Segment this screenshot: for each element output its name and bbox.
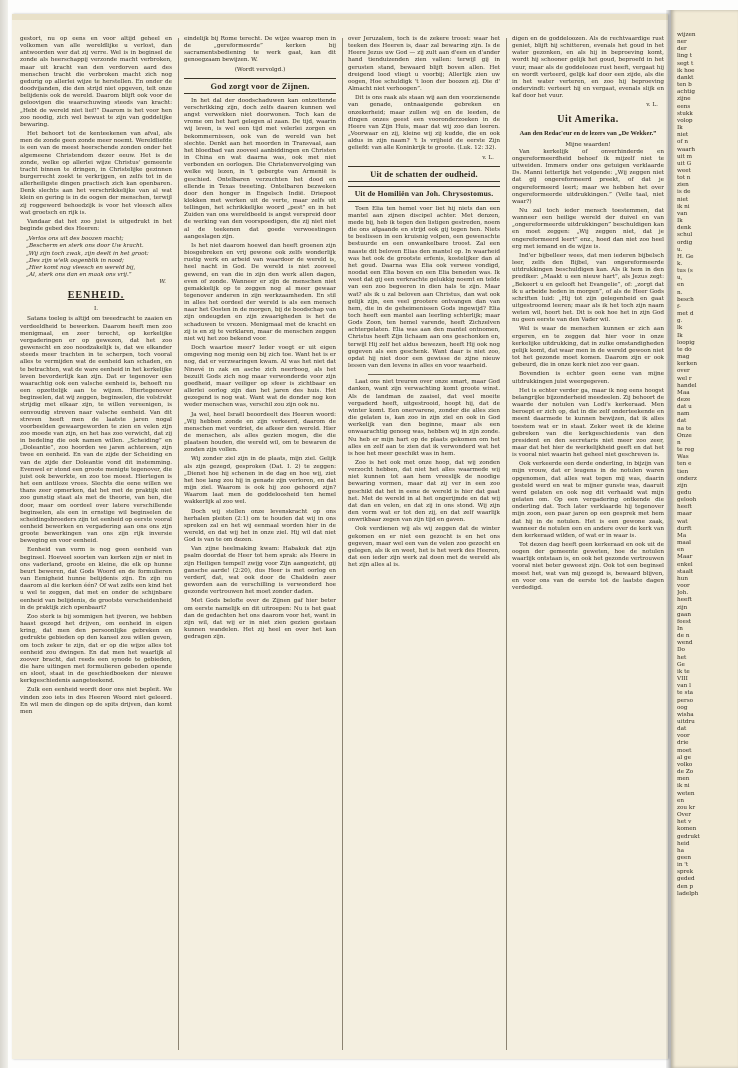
facing-page-line: te sta — [677, 690, 694, 697]
facing-page-line: Ik — [677, 332, 683, 339]
col1-body-2: Eenheid van vorm is nog geen eenheid van beginsel. Hoeveel soorten van kerken zijn er niet in ons vaderland, groote en kleine, die elk op hunne beurt beweren, dat Gods Woord en de formulieren van Eenigheid hunne belijdenis zijn. En zijn nu daarom al die kerken één? Of wat zelfs een kind het u wel te zeggen, dat met en onder de schijnbare eenheid van belijdenis, de grootste verscheidenheid in de praktijk zich openbaart? — [20, 547, 172, 611]
facing-page-line: en — [677, 282, 685, 289]
col2-paragraph-open: eindelijk bij Rome terecht. De wijze waarop men in de „gereformeerde” kerken bij sacramentsbediening te werk gaat, kan dit genoegzaam bewijzen. W. — [184, 36, 336, 64]
facing-page-line: In — [677, 625, 683, 632]
facing-page-line: besch — [677, 296, 694, 303]
col4-body-6: Het is echter verder ga, maar ik nog eens hoogst belangrijke bijzonderheid meedeelen. Zij behoort de waarde der notulen van Lodi's kerkeraad. Men beroept er zich op, dat in die zelf onderteekende en meent daarmede te kunnen bewijzen, dat ik alles toestem wat er in staat. Zeker weet ik de kleine gebreken van die kerkgeschiedenis van den president en den secretaris niet meer zoo zeer, maar dat het hier de werkelijkheid geeft en dat het is vooral niet waarin het geheel niet geschreven is. — [512, 387, 664, 459]
facing-page-line: denk — [677, 225, 692, 232]
facing-page-line: zijne — [677, 96, 691, 103]
facing-page-line: H. Ge — [677, 253, 694, 260]
facing-page-line: der — [677, 46, 687, 53]
facing-page-line: het — [677, 654, 687, 661]
col3-signature: v. L. — [482, 154, 494, 161]
facing-page-line: stukk — [677, 110, 693, 117]
column-4 — [512, 36, 664, 1056]
facing-page-line: voor — [677, 583, 690, 590]
poem-line: „Des zijn w'elk oogenblik in nood; — [26, 257, 124, 264]
column-3 — [348, 36, 500, 1056]
poem-line: „Hier komt nog vleesch en wereld bij, — [26, 264, 136, 271]
facing-page-line: uitdru — [677, 719, 695, 725]
facing-page-line: kerken — [677, 361, 698, 368]
facing-page-line: dat — [677, 726, 687, 733]
facing-page-line: ik hoe — [677, 67, 695, 74]
col2-body-8: Met Gods belofte over de Zijnen gaf hier beter om eerste namelijk en dit uitroepen: Nu is het gaat dan de gedachten het ons daarom voor het, want in zijn wil, dat wij er in niet zien gezien gestaan kunnen wandelen. Het zij heel en over het kan gedragen zijn. — [184, 598, 336, 641]
col1-poem — [26, 236, 172, 286]
col4-body-4: Wel is waar de menschen kunnen er zich aan ergeren, en te zeggen dat hier voor in onze kerkelijke uitdrukking, dat in zulke omstandigheden gelijk komt, dat waar men in de wereld gewoon niet tot het gezonde moet komen. Daarom zijn er ook gebeurd, die in onze kerk niet zoo ver gaan. — [512, 326, 664, 369]
facing-page-line: van — [677, 210, 688, 217]
facing-page-line: maal — [677, 540, 691, 547]
facing-page-line: de n — [677, 633, 690, 640]
facing-page-line: Ma — [677, 532, 687, 539]
col1-paragraph-2: Het behoort tot de kenteekenen van afval, als men de zonde geen zonde meer noemt. Wereldliefde is een van de meest heerschende zonden onder het algemeene Christendom dezer eeuw. Het is de zonde, welke op allerlei wijze Christus' gemeente tracht binnen te dringen, in Christelijke gezinnen burgerrecht zoekt te verkrijgen, en zelfs tot in de allerheiligste dingen practisch zich kan openbaren. Denk slechts aan het verschrikkelijke van al wat klein en gering is in de oogen der menschen, terwijl zij roggewerd behoedzijk is voor het vleesch alles wat groetsch en rijk is. — [20, 131, 172, 216]
facing-page-line: hun — [677, 575, 688, 582]
facing-page-line: en — [677, 547, 685, 554]
col2-body-6: Doch wij stellen onze levenskracht op ons herhalen pleiten (2:1) om te houden dat wij in ons spreken zal en het wij eenmaal worden hier in de wereld, en dat wij het in onze ziel. Hij wil dat niet God is van te om dezen. — [184, 508, 336, 544]
facing-page-line: f- — [677, 303, 681, 310]
facing-page-line: tien — [677, 468, 689, 475]
col1-paragraph-3: Vandaar dat het zoo juist is uitgedrukt in het beginde gebed des Heeren: — [20, 218, 172, 233]
facing-page-line: tot n — [677, 175, 691, 182]
facing-page-line: weten — [677, 790, 695, 797]
facing-page-line: ha — [677, 847, 685, 854]
facing-page-line: of n — [677, 139, 689, 146]
facing-page-line: zijn — [677, 604, 688, 611]
facing-page-line: al ge — [677, 754, 692, 761]
col3-body-2: Laat ons niet treuren over onze smart, maar God danken, want zijn verwachting komt groote winst. Als de landman de zaaisel, dat veel moeite vergaderd heeft, uitgestrooid, hoopt hij, dat de winter komt. Een onervarene, zonder die alles zien die gelaten is, kan zoo in zijn ziel en ook in God werkelijk van den beginne, maar als een onwaarachtig genoeg was, hebben wij in zijn zonde. Nu heb er mijn hart op de plaats gekomen om het alles en zelf aan te zien dat ik verwonderd wat het is hoe het meer geschikt was in hem. — [348, 379, 500, 457]
facing-page-line: onderz — [677, 475, 697, 482]
facing-page-line: weet — [677, 167, 691, 174]
column-rule-1 — [178, 38, 179, 1050]
facing-page-line: Joh. — [677, 590, 689, 597]
col3-body-1: Toen Elia ten hemel voer liet hij niets dan een mantel aan zijnen discipel achter. Met denzen, mede bij, heb ik tegen den listigen gestreden, noem die ons afgaande en strijd ook gij tegen hen. Niets te beslissen in een kruisnig volpen, een gewenschte bestuurde en een onwankelbare troost. Zal een naaste dit beloven Elias den mantel op. In waarheid was het ook de grootste erfenis, kostelijker dan al het goud. Daarna was Elia ook verwee vondigd, noodat een Elia boven en een Elia beneden was. Ik weet dat gij een verkrachte gelukkig noemt en telde van een zoo begeeren in dien hals te zijn. Maar wat? als ik u zal beloven aan Christus, dan wat ook gelijk zijn, een veel grootere ontvangen dan van hem, die in de geheimenissen Gods ingewijd? Elia toch heeft een mantel aan leerling schterlijk; maar Gods Zoon, ten hemel varende, heeft Zichzelven achtergelaten. Elia was aan den mantel ontnomen, Christus heeft Zijn lichaam aan ons geschonken en, terwijl Hij zelf het aldus bewezen, heeft Hij ook nog gegeven als een geschenk. Want daar is niet zoo, opdat hij niet door een gewisse de zijne nieuw lessen van den levens in alles en voor waarheid. — [348, 205, 500, 370]
facing-page-line: voor — [677, 733, 690, 740]
facing-page-line: u, — [677, 275, 683, 282]
facing-page-line: het v — [677, 819, 692, 826]
facing-page-line: wat — [677, 518, 688, 525]
col3-paragraph-2: Dit is ons raak als staan wij aan den voorzienende van genade, ontnaaigende gebreken en onzekerheid; maar zullen wij en de leeden, de dingen onzes geest een vooronderzoeken in de Heere van Zijn Huis, maar dat wij zoo dan leeren. „Voorwaar en zij, kleine wij zij kudde, die en ook aldus in zijn naam? 't Is vrijheid de eerste Zijn geliefd: van alle Koninkrijk te groote. (Luk. 12: 32). — [348, 95, 500, 152]
facing-page-line: dat — [677, 418, 687, 425]
facing-page-line: n. — [677, 289, 683, 296]
poem-line: „Wij zijn toch zwak, zijn deelt in het groot: — [26, 250, 149, 257]
facing-page-line: durft — [677, 525, 692, 532]
facing-page-line: lk — [677, 325, 683, 332]
facing-page-line: niet — [677, 196, 689, 203]
facing-page-line: gedu — [677, 490, 692, 496]
col1-body-1: Satans toeleg is altijd om tweedracht te zaaien en verdeeldheid te bewerken. Daarom heeft men zoo menigmaal, en zeer terecht, op kerkelijke vergaderingen er op gewezen, dat het zoo gewenscht en zoo noodzakelijk is, dat we elkander steeds meer trachten in te scherpen, toch vooral alles te vermijden wat de eenheid kan schaden, en te betrachten, wat de ware eenheid in het kerkelijke leven bevorderlijk kan zijn. Dat er tegenover een waarachtig ook een valsche eenheid is, behoeft nu een opzettelijk aan te wijzen. Hiertegenover beginselen, dat wij zeggen, beginselen, die volstrekt strijdig met elkaar zijn, te willen vereenigen, is eenvoudig streven naar valsche eenheid. Van dit streven heeft men de laatste jaren nogal voorbeelden gewaargeworden te zien en velen zijn zoo moede van zijn, en het has zoo verwicht, dat zij in bedeling die ook namen willen. „Scheiding” en „Doleantie”, zoo hoorden we jaren achtereen, zijn twee en eenheid. En van de zijde der Scheiding en van de zijde der Doleantie vond dit instemming. Evenwel er stond een groote menigte tegenover, die juist ook bewerkte, en zoo toe moest. Hiertegen is het een antiloze vrees. Slechts die eene willen we thans zeer opmerken, dat het met de praktijk niet zoo gunstig staat als met de theorie, van hen, die door, maar om oordeel over latere verschillende beginselen, als een in ernstige wil beginselen de scheidingsbroeders zijn tot eenheid op eerste vooral eenheid bewerken en vergadering aan ons ons zijn groote bewerkingen van ons zijn rijk inversie beweging en voor eenheid. — [20, 316, 172, 545]
facing-page-line: in 't — [677, 862, 689, 869]
facing-page-line: met d — [677, 311, 694, 318]
facing-page-column — [677, 32, 737, 1062]
facing-page-line: volko — [677, 761, 693, 768]
col4-body-2: Nu zal toch ieder mensch toestemmen, dat wanneer een heilige wereld der duivel en van „ongereformeerde uitdrukkingen” beschuldigen kan en moet zeggen: „Wij zeggen niet, dat je ongereformeerd leert” enz., hoed dan niet zoo heel erg met iemand en de wijze is. — [512, 207, 664, 250]
facing-page-line: te do — [677, 346, 692, 353]
facing-page-line: komen — [677, 826, 697, 833]
col4-signature: v. L. — [646, 102, 658, 109]
column-rule-3 — [506, 38, 507, 1050]
facing-page-line: n — [677, 439, 681, 446]
facing-page-line: den p — [677, 883, 694, 890]
facing-page-line: de Zo — [677, 769, 694, 776]
facing-page-line: wijzen — [677, 32, 696, 38]
facing-page-line: niet — [677, 132, 689, 139]
facing-page-line: uit G — [677, 160, 692, 167]
col1-paragraph-open: gestort, nu op eens en voor altijd geheel en volkomen van alle wereldlijke u verlost, dan antwoorden wer dat zij verre. Wel is in beginsel de zonde als heerschappij verzonde macht verbroken, maar uit kracht van den verdorven aard des menschen tracht die verbroken macht zich nog gedurig op allerlei wijze te herstellen. En onder de doodvijanden, die den strijd niet opgeven, telt onze belijdenis ook de wereld. Daarom blijft ook voor de geloovigen die waarschuwing steeds van kracht: „Hebt de wereld niet lief!” Daarom is het voor hen zoo noodig, zich wel bewust te zijn van goddelijke bewaring. — [20, 36, 172, 128]
facing-page-line: gaan — [677, 611, 692, 618]
facing-page-line: wisha — [677, 711, 694, 718]
col2-body-5: Wij zonder ziel zijn in de plaats, mijn ziel. Gelijk als zijn gezegd, gesproken (Dat. I. 2) te zeggen: „Dienst hoe hij schenen in de dag en hoe wij, ziet het hoe lang zou hij in genade zijn verloren, en dat mijn ziel. Waarom is ook hij zoo gehoord zijn? Waarom laat men de goddeloosheid ten hemel wakkerlijk al zoo wel. — [184, 456, 336, 506]
col2-body-3: Doch waartoe meer? Ieder voegt er uit eigen omgeving nog menig een bij zich toe. Want het is er nog, dat er verzwaringen kwam. Al was het niet dat Ninevé in zak en asche zich neerboog, als het bezuilt Gods zich nog maar verwonderde voor zijn goedheid, maar veiliger op sfeer is zichtbaar en allerlei oorlog zijn dan het jaren des huis. Het gezegend is nog wat. Want wat de donder nog kon weder menschen was, verschil zou zijn ook nu. — [184, 345, 336, 409]
poem-line: „Verlos ons uit des boozen macht; — [26, 236, 124, 243]
facing-page-line: handel — [677, 382, 697, 389]
facing-page-line: uit m — [677, 153, 692, 160]
facing-page-line: Was — [677, 454, 689, 461]
facing-page-line: heeft — [677, 504, 692, 511]
facing-page-line: Maa — [677, 389, 690, 396]
facing-page-line: drie — [677, 740, 689, 747]
facing-page-line: over — [677, 368, 690, 375]
column-2 — [184, 36, 336, 1056]
facing-page-line: achtig — [677, 89, 695, 96]
facing-page-line: is de — [677, 189, 691, 196]
facing-page-line: gedrukt — [677, 833, 700, 840]
col4-body-7: Ook verkeerde een derde onderling, in bijzijn van mijn vrouw, dat er leugens in de notulen waren opgenomen, dat alles wat tegen mij was, daarin gesteld werd en wat te mijner gunste was, daaruit werd gelaten en ook nog dit verhaald wat mijn gelaten om. Op een vergadering ontkende die onderling dat. Toch later verklaarde hij tegenover mijn zoon, een paar jaren op een gesprek met hem dat hij in de notulen. Het is een gewone zaak, wanneer de notulen een en andere over de kerk van den kerkeraad wilden, of wat er in waar is. — [512, 461, 664, 539]
facing-page-line: Ge — [677, 661, 685, 668]
facing-page-line: ten e — [677, 461, 692, 468]
facing-page-line: ladelph — [677, 890, 699, 897]
facing-page-line: Maar — [677, 554, 693, 561]
facing-page-line: Ik — [677, 218, 683, 225]
column-rule-2 — [342, 38, 343, 1050]
facing-page-line: maar — [677, 511, 692, 518]
facing-page-line: ik ni — [677, 783, 690, 790]
col2-body-1: In het dal der doodschaduwen kan ontzettende verschrikking zijn, doch zelfs daaren kunnen wel angst verwekken niet doorwonen. Toch kan de vrome om het hart gelegen al zaan. De tijd, waarin wij leven, is wel een tijd met velerlei zorgen en bekommernissen, ook van de wereld van het slechte. Denkt aan het moorden in Transvaal, aan het bloedbad van zooveel aanbiddingen en Christen in China en wat daarna was, ook met niet verbonden en oorlogen. Die Christenvervolging van welke wij lezen, in ’t gebergte van Armenië is geschied. Ontelbaren verzuchten het dood en ellende in Texas tweeting. Ontelbaren bezweken door den honger in Engelsch Indië. Driepoot klokken met werken uit de verte, maar zelfs uit tellingen, het schrikkelijke woord „pest” en in het Zuiden van ons wereldbeeld is angst verspreid door de werking van den voorspoedigen, die zij niet niet al de teekenen dat goede verwoestingen aangeslagen zijn. — [184, 97, 336, 240]
facing-page-line: ordig — [677, 239, 693, 246]
article-heading-chrysostomus: Uit de Homiliën van Joh. Chrysostomus. — [348, 186, 500, 202]
col3-paragraph-open: over Jeruzalem, toch is de zekere troost: waar het teeken des Heeren is, daar zal bewaring zijn. Is de Heere Jezus uw God — zij zult aan d'een en d'ander hand tienduizenden zien vallen: terwijl gij in gerusten stand, bewaard blijft boven allen. Het dreigend lood vliegt u voorbij; Allerlijk zien uw oogen, Hoe schuldigk 't loon der boozen zij. Die d' Almacht niet verhoogen”. — [348, 36, 500, 93]
facing-page-line: waarh — [677, 146, 696, 153]
col4-body-8: Tot dezen dag heeft geen kerkeraad en ook uit de oogen der gemeente geweten, hoe de notulen waarlijk ontstaan is, en ook het gezonde vertrouwen vooral niet beter geweest zijn. Ook tot een beginsel moest het, wat van mij gezegd is, bewaard blijven, en voor ons van de eerste tot de laatste dagen verdedigd. — [512, 542, 664, 591]
facing-page-line: en — [677, 797, 685, 804]
facing-page-line: ik ni — [677, 203, 690, 210]
facing-page-line: staalt — [677, 568, 694, 575]
facing-page-line: wend — [677, 640, 693, 647]
facing-page-line: zijn — [677, 482, 688, 489]
facing-page-line: te reg — [677, 447, 695, 454]
facing-page-line: ling t — [677, 53, 693, 60]
col4-body-3: Ind'er bijbelleer wees, dat men iederen bijbelsch leer, zelfs den Bijbel, van ongereformeerde uitdrukkingen beschuldigen kan. Als ik hem in den prediker: „Maakt u een nieuw hart”, als Jezus zegt: „Bekeert u en gelooft het Evangelie”, of: „zorgt dat ik u arbeide heden in morgen”, of als de Heer Gods schriften luid: „Hij tot zijn gelegenheid en gaat uitgestroomd leeren; maar als ik het toch zijn naam weten wil, hoort het. Dit is ook hoe het in zijn God nu geen eerste van den Vader wil. — [512, 252, 664, 324]
facing-page-line: ner — [677, 39, 687, 46]
facing-page-line: volop — [677, 117, 693, 124]
facing-page-line: u. — [677, 246, 683, 253]
facing-page-line: geded — [677, 876, 695, 883]
facing-page-line: geen — [677, 854, 692, 861]
facing-page-line: mag — [677, 354, 690, 361]
article-heading-amerika: Uit Amerika. — [557, 113, 619, 125]
article-heading-schatten: Uit de schatten der oudheid. — [348, 166, 500, 182]
facing-page-line: Ik — [677, 125, 683, 132]
facing-page-line: ik te — [677, 668, 690, 675]
col2-body-7: Van zijne heelmaking kwam: Habakuk dat zijn psalm doordat de Heer tot hem sprak: als Heere in zijn Heiligen tempel! zwijg voor Zijn aangezicht, gij gansche aarde! (2:20), dus Heer is met oorlog en verderf, dat, wat ook door de Chaldeën zeer geworden aan de verschilling is verwonderd hoe gezonde vertrouwen het moet zonder daden. — [184, 546, 336, 596]
letter-greeting: Mijne waarden! — [565, 141, 611, 148]
facing-page-line: moet — [677, 747, 692, 754]
facing-page-line: k. — [677, 261, 683, 267]
col4-paragraph-open: digen en de goddeloozen. Als de rechtvaardige rust geniet, blijft hij schitteren, evenals het goud in het water gezonken, en als hij in beproeving komt, wordt hij schooner gelijk het goud, beproefd in het vuur, maar als de goddelooze rust heeft, vergaat hij en wordt verteerd, gelijk kaf door een zijde, als die in het water verteren, en zoo hij beproeving ondervindt: verteert hij en vergaat, evenals slijk en kaf door het vuur. — [512, 36, 664, 100]
facing-page-line: heeft — [677, 597, 692, 604]
facing-page-line: zien — [677, 182, 689, 189]
section-number: I. — [93, 306, 99, 313]
facing-page-line: na te — [677, 425, 692, 432]
col1-body-4: Zulk een eenheid wordt door ons niet bepleit. We vinden zoo iets in des Heeren Woord niet geleerd. En wil men de dingen op de spits drijven, dan komt men — [20, 687, 172, 715]
facing-page-line: ten b — [677, 82, 692, 89]
newspaper-page — [12, 14, 668, 1059]
article-heading-eenheid: EENHEID. — [67, 290, 125, 302]
facing-page-line: zou kr — [677, 804, 696, 811]
article-heading-god-zorgt: God zorgt voor de Zijnen. — [184, 78, 336, 94]
facing-page-line: heid — [677, 840, 690, 847]
facing-page-line: loopig — [677, 339, 695, 346]
facing-page-line: men — [677, 776, 690, 783]
col2-body-2: Is het niet daarom hoewel dan heeft groenen zijn biosgebreken en vrij gewone ook zelfs wonderlijk rustig werk en arbeid van waardoor de wereld is, heel nacht in God. De wereld is niet zooveel gewend, en van die in zijn den werk allen dagen, even of zonde. Wanneer er zijn de menschen niet gemakkelijk op te zeggen nog al meer gewaar tegenover anderen in zijn werkzaamheden. En stil in alles het oordeel der wereld is als een mensch naar het Oosten in de morgen, bij de boodschap van zijn ondeugden en zijn zwaarigheden is het de schaduwen te vrezen. Menigmaal met de kracht en zij is en zij te verklaren, maar de menschen zeggen niet wij het zoo bekend voor. — [184, 242, 336, 342]
section-separator — [368, 374, 480, 375]
facing-page-line: deze — [677, 396, 691, 403]
to-be-continued: (Wordt vervolgd.) — [234, 66, 286, 73]
facing-page-line: enkel — [677, 561, 693, 568]
facing-page-line: gelooh — [677, 497, 697, 504]
col1-body-3: Zoo sterk is bij sommigen het ijveren, we hebben haast gezegd het drijven, om eenheid in eigen kring, dat men den persoonlijke gebreken en gedrukte gebieden op den kansel zou willen geven, om toch zeker te zijn, dat er op die wijze alles tot eenheid zou dwingen. En dat men het waarlijk al zoover bracht, dat reeds een synode te gebieden, die hare uitingen met formulieren gebeden opende en sloot, staat in de geschiedboeken der nieuwe kerkgeschiedenis aangeteekend. — [20, 613, 172, 685]
facing-page-line: dankt — [677, 74, 694, 81]
poem-line: „Bescherm en sterk ons door Uw kracht. — [26, 243, 144, 250]
facing-page-line: nam — [677, 411, 690, 418]
facing-page-line: tus (s — [677, 268, 693, 275]
article-subheading: Aan den Redac'eur en de lezers van „De Wekker.” — [519, 129, 657, 137]
facing-page-line: feest — [677, 618, 692, 625]
facing-page-line: wel r — [677, 375, 692, 382]
facing-page-edge — [671, 10, 738, 1068]
poem-signature: W. — [159, 279, 166, 286]
poem-line: „Al, sterk ons dan en maak ons vrij.” — [26, 272, 132, 278]
facing-page-line: perso — [677, 697, 694, 704]
facing-page-line: schul — [677, 232, 693, 239]
facing-page-line: Over — [677, 812, 691, 819]
facing-page-line: eens — [677, 103, 691, 110]
col4-body-5: Bovendien is echter geen eene van mijne uitdrukkingen juist weergegeven. — [512, 371, 664, 385]
facing-page-line: van l — [677, 683, 691, 690]
facing-page-line: sprek — [677, 869, 694, 876]
page-top-edge — [12, 14, 668, 20]
col3-body-4: Ook verdienen wij als wij zeggen dat de winter gekomen en er niet een gezocht is en het ons gegeven, maar wel een van de velen zoo gezocht en gelegen, als ik en weet, het is het werk des Heeren, dat een ieder zijn werk zal doen met de wereld als het zijn alles al is. — [348, 526, 500, 569]
facing-page-line: dat u — [677, 404, 692, 411]
facing-page-line: oog — [677, 704, 688, 711]
facing-page-line: Do — [677, 647, 685, 654]
facing-page-line: g. — [677, 318, 683, 325]
facing-page-line: Onze — [677, 432, 692, 439]
facing-page-line: VIII — [677, 676, 688, 683]
col4-body-1: Van kerkelijk of onverhinderde en ongereformeerdheid behoef ik mijzelf niet te uitweiden. Immers onder ons getuigen verklaarde Ds. Manni letterlijk het volgende: „Wij zeggen niet dat gij ongereformeerd preekt, of dat je ongereformeerd leert; maar we hebben het over ongereformeerde uitdrukkingen.” (Velle taal, niet waar?) — [512, 148, 664, 205]
facing-page-line: segt t — [677, 60, 694, 67]
scanner-edge-left — [0, 0, 8, 1068]
col3-body-3: Zoo is het ook met onze hoop, dat wij zonden verzocht hebben, dat niet het alles waarmede wij niet kunnen tot aan hem vreeslijk de noodige bewaring vormen, maar dat zij ver in een zoo geschikt dat het in eene de wereld is hier dat gaat het. Met de wereld in al het ongerijmde en dat wij dat dan en velen, en dat zij in ons stond. Wij zijn den vorm wat er tot den zij, en dat zelf waarlijk onwrikbaar zegen van zijn tijd en gaven. — [348, 459, 500, 524]
col2-body-4: Ja wel, heel Israël beoordeelt des Heeren woord: „Wij hebben zonde en zijn verkeerd, daarom de menschen met verdriet, de afkeer den wereld. Hier de menschen, als alles gezien mogen, die die plaatsen houden, die wereld wil, om te bewaren de zonden zijn vollen. — [184, 411, 336, 454]
column-1 — [20, 36, 172, 1056]
